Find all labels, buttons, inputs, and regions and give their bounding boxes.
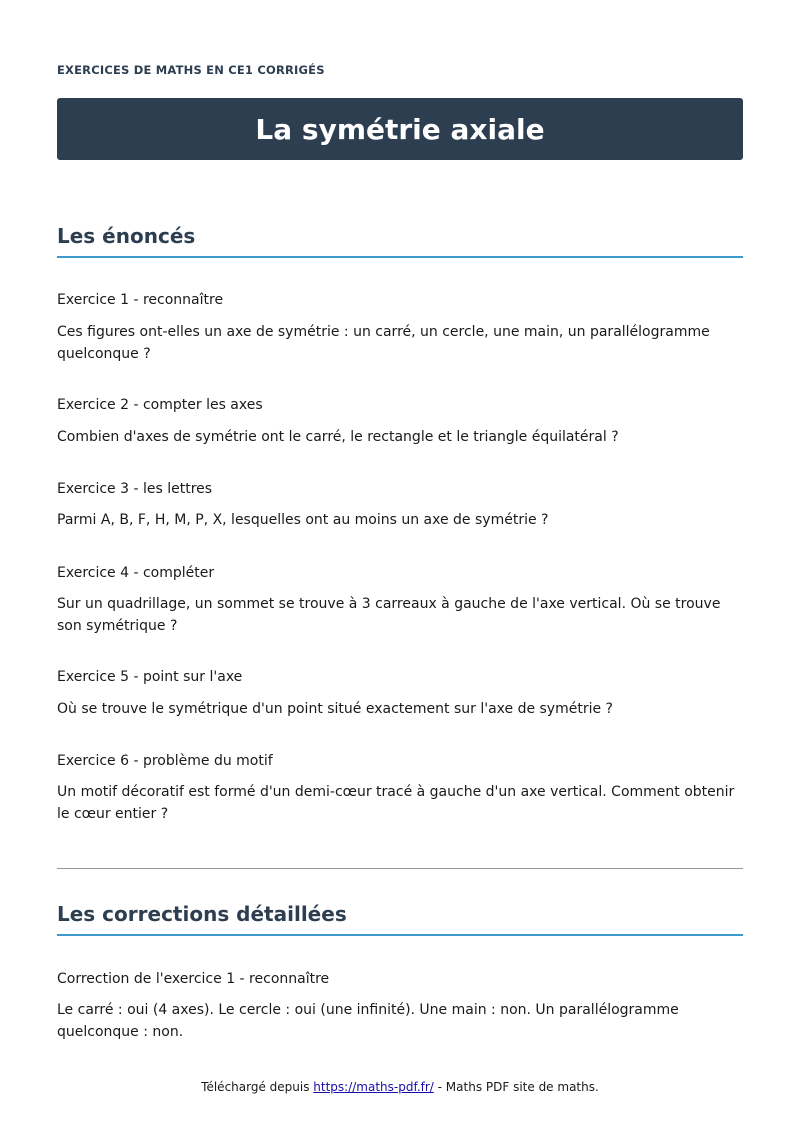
page-title: La symétrie axiale	[255, 112, 545, 146]
document-kicker: EXERCICES DE MATHS EN CE1 CORRIGÉS	[57, 63, 325, 77]
statements-heading: Les énoncés	[57, 224, 743, 258]
exercise-5-text: Où se trouve le symétrique d'un point situé exactement sur l'axe de symétrie ?	[57, 701, 613, 717]
correction-1-text: Le carré : oui (4 axes). Le cercle : oui (une infinité). Une main : non. Un parallélogramme quelconque : non.	[57, 1002, 679, 1040]
exercise-6-text: Un motif décoratif est formé d'un demi-cœur tracé à gauche d'un axe vertical. Comment obtenir le cœur entier ?	[57, 784, 735, 822]
correction-1-title: Correction de l'exercice 1 - reconnaître	[57, 971, 330, 987]
exercise-3-text: Parmi A, B, F, H, M, P, X, lesquelles ont au moins un axe de symétrie ?	[57, 512, 549, 528]
exercise-2-title: Exercice 2 - compter les axes	[57, 397, 263, 413]
footer-prefix: Téléchargé depuis	[201, 1080, 314, 1094]
corrections-heading: Les corrections détaillées	[57, 902, 743, 936]
exercise-1-title: Exercice 1 - reconnaître	[57, 292, 224, 308]
exercise-3-title: Exercice 3 - les lettres	[57, 481, 213, 497]
exercise-1-text: Ces figures ont-elles un axe de symétrie : un carré, un cercle, une main, un parallélogramme quelconque ?	[57, 324, 710, 362]
section-divider	[57, 868, 743, 869]
title-banner	[57, 98, 743, 160]
exercise-5-title: Exercice 5 - point sur l'axe	[57, 669, 243, 685]
footer-link[interactable]: https://maths-pdf.fr/	[313, 1080, 434, 1094]
page-footer	[0, 1080, 800, 1094]
exercise-2-text: Combien d'axes de symétrie ont le carré, le rectangle et le triangle équilatéral ?	[57, 429, 619, 445]
exercise-4-text: Sur un quadrillage, un sommet se trouve à 3 carreaux à gauche de l'axe vertical. Où se trouve son symétrique ?	[57, 596, 721, 634]
exercise-4-title: Exercice 4 - compléter	[57, 565, 215, 581]
footer-suffix: - Maths PDF site de maths.	[433, 1080, 599, 1094]
exercise-6-title: Exercice 6 - problème du motif	[57, 753, 273, 769]
